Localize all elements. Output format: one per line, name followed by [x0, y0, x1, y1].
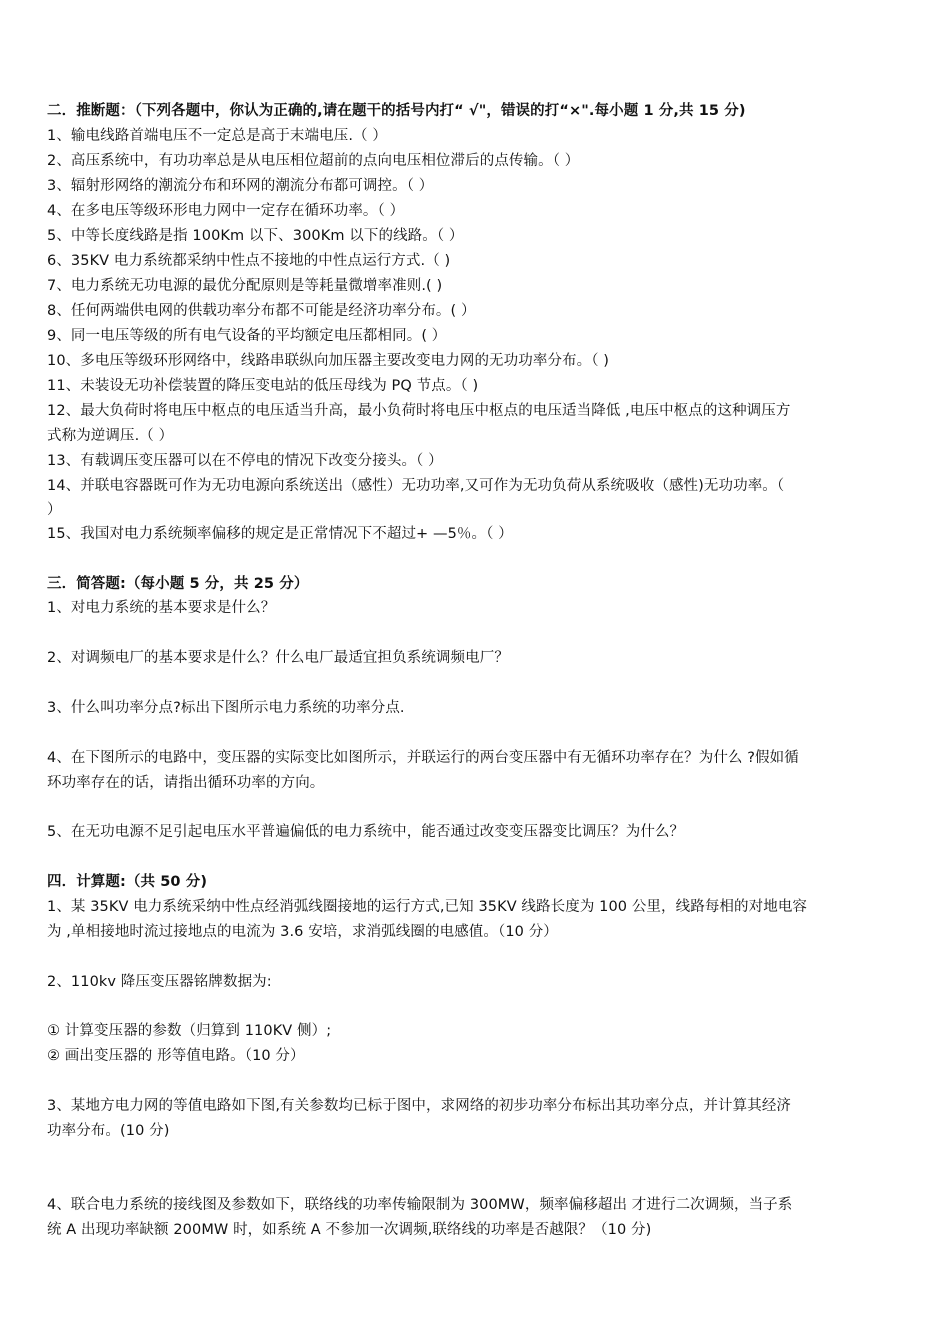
question-item-continued: 为 ,单相接地时流过接地点的电流为 3.6 安培，求消弧线圈的电感值。（10 分）: [47, 924, 558, 940]
question-item: 1、输电线路首端电压不一定总是高于末端电压.（ ）: [47, 128, 387, 144]
question-item-continued: 功率分布。(10 分): [47, 1123, 170, 1139]
question-item-continued: ）: [47, 502, 62, 518]
question-item: 5、在无功电源不足引起电压水平普遍偏低的电力系统中，能否通过改变变压器变比调压？为什么？: [47, 824, 685, 840]
section3-heading: 三．简答题:（每小题 5 分，共 25 分）: [47, 576, 309, 592]
question-item: 2、高压系统中，有功功率总是从电压相位超前的点向电压相位滞后的点传输。（ ）: [47, 153, 580, 169]
question-item: 12、最大负荷时将电压中枢点的电压适当升高，最小负荷时将电压中枢点的电压适当降低 ,电压中枢点的这种调压方: [47, 403, 791, 419]
question-item: 1、某 35KV 电力系统采纳中性点经消弧线圈接地的运行方式,已知 35KV 线路长度为 100 公里，线路每相的对地电容: [47, 899, 808, 915]
question-item: 10、多电压等级环形网络中，线路串联纵向加压器主要改变电力网的无功功率分布。（ ): [47, 353, 610, 369]
question-item: 5、中等长度线路是指 100Km 以下、300Km 以下的线路。（ ）: [47, 228, 464, 244]
question-item: 9、同一电压等级的所有电气设备的平均额定电压都相同。( ）: [47, 328, 447, 344]
question-item: 2、110kv 降压变压器铭牌数据为:: [47, 974, 272, 990]
question-item: 3、某地方电力网的等值电路如下图,有关参数均已标于图中，求网络的初步功率分布标出其功率分点，并计算其经济: [47, 1098, 792, 1114]
question-item: 8、任何两端供电网的供载功率分布都不可能是经济功率分布。( ）: [47, 303, 476, 319]
question-item: 3、什么叫功率分点?标出下图所示电力系统的功率分点.: [47, 700, 405, 716]
question-item: 3、辐射形网络的潮流分布和环网的潮流分布都可调控。（ ）: [47, 178, 434, 194]
question-item: 14、并联电容器既可作为无功电源向系统送出（感性）无功功率,又可作为无功负荷从系统吸收（感性)无功功率。（: [47, 478, 785, 494]
section4-heading: 四．计算题:（共 50 分): [47, 874, 208, 890]
question-item-continued: 统 A 出现功率缺额 200MW 时，如系统 A 不参加一次调频,联络线的功率是否越限？（10 分): [47, 1222, 652, 1238]
sub-item: ② 画出变压器的 形等值电路。（10 分）: [47, 1048, 305, 1064]
question-item: 11、未装设无功补偿装置的降压变电站的低压母线为 PQ 节点。（ ): [47, 378, 479, 394]
question-item: 1、对电力系统的基本要求是什么？: [47, 600, 276, 616]
question-item: 6、35KV 电力系统都采纳中性点不接地的中性点运行方式.（ ): [47, 253, 451, 269]
section2-heading: 二．推断题：（下列各题中，你认为正确的,请在题干的括号内打“ √"，错误的打“×".每小题 1 分,共 15 分): [47, 103, 746, 119]
question-item: 4、在多电压等级环形电力网中一定存在循环功率。（ ）: [47, 203, 405, 219]
question-item: 13、有载调压变压器可以在不停电的情况下改变分接头。（ ）: [47, 453, 443, 469]
question-item-continued: 式称为逆调压.（ ）: [47, 428, 174, 444]
question-item: 4、联合电力系统的接线图及参数如下，联络线的功率传输限制为 300MW，频率偏移超出 才进行二次调频，当子系: [47, 1197, 793, 1213]
question-item: 7、电力系统无功电源的最优分配原则是等耗量微增率准则.( ): [47, 278, 443, 294]
question-item-continued: 环功率存在的话，请指出循环功率的方向。: [47, 775, 325, 791]
question-item: 2、对调频电厂的基本要求是什么？什么电厂最适宜担负系统调频电厂？: [47, 650, 509, 666]
sub-item: ① 计算变压器的参数（归算到 110KV 侧）;: [47, 1023, 332, 1039]
question-item: 15、我国对电力系统频率偏移的规定是正常情况下不超过+ —5％。（ ）: [47, 526, 513, 542]
question-item: 4、在下图所示的电路中，变压器的实际变比如图所示，并联运行的两台变压器中有无循环功率存在？为什么 ?假如循: [47, 750, 799, 766]
